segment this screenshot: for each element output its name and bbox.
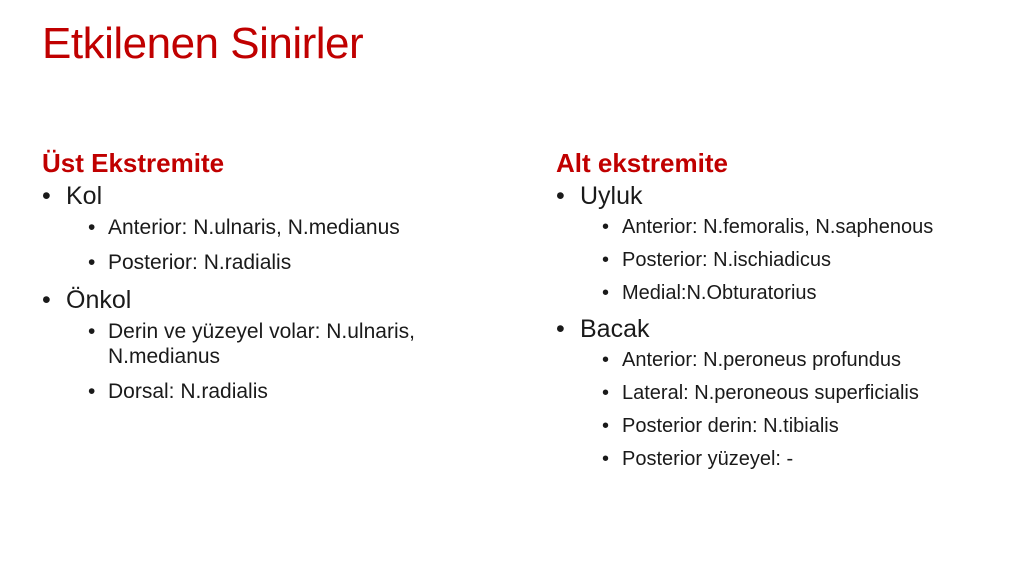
bullet-label: Bacak <box>580 315 650 343</box>
sub-bullet-list <box>580 348 1016 471</box>
sub-bullet-item: • Posterior: N.ischiadicus <box>602 248 1016 272</box>
sub-bullet-item: • Posterior derin: N.tibialis <box>602 414 1016 438</box>
bullet-item-uyluk <box>556 181 1016 305</box>
sub-bullet-item: • Anterior: N.peroneus profundus <box>602 348 1016 372</box>
bullet-item-bacak <box>556 314 1016 471</box>
bullet-item-onkol <box>42 285 512 404</box>
bullet-item-kol <box>42 181 512 275</box>
sub-bullet-list <box>580 215 1016 305</box>
left-column <box>42 148 512 414</box>
slide-title: Etkilenen Sinirler <box>42 19 364 68</box>
sub-bullet-item: • Dorsal: N.radialis <box>88 379 512 404</box>
sub-bullet-item: • Anterior: N.ulnaris, N.medianus <box>88 215 512 240</box>
right-bullet-list <box>556 181 1016 471</box>
left-column-heading: Üst Ekstremite <box>42 148 225 178</box>
sub-bullet-list <box>66 319 512 404</box>
sub-bullet-item: • Medial:N.Obturatorius <box>602 281 1016 305</box>
sub-bullet-item: • Derin ve yüzeyel volar: N.ulnaris, N.medianus <box>88 319 488 369</box>
sub-bullet-item: • Posterior yüzeyel: - <box>602 447 1016 471</box>
sub-bullet-list <box>66 215 512 275</box>
sub-bullet-item: • Lateral: N.peroneous superficialis <box>602 381 1016 405</box>
sub-bullet-item: • Anterior: N.femoralis, N.saphenous <box>602 215 1016 239</box>
left-bullet-list <box>42 181 512 404</box>
right-column <box>556 148 1016 480</box>
right-column-heading: Alt ekstremite <box>556 148 728 178</box>
sub-bullet-item: • Posterior: N.radialis <box>88 250 512 275</box>
bullet-label: Önkol <box>66 286 132 314</box>
bullet-label: Kol <box>66 182 103 210</box>
bullet-label: Uyluk <box>580 182 643 210</box>
